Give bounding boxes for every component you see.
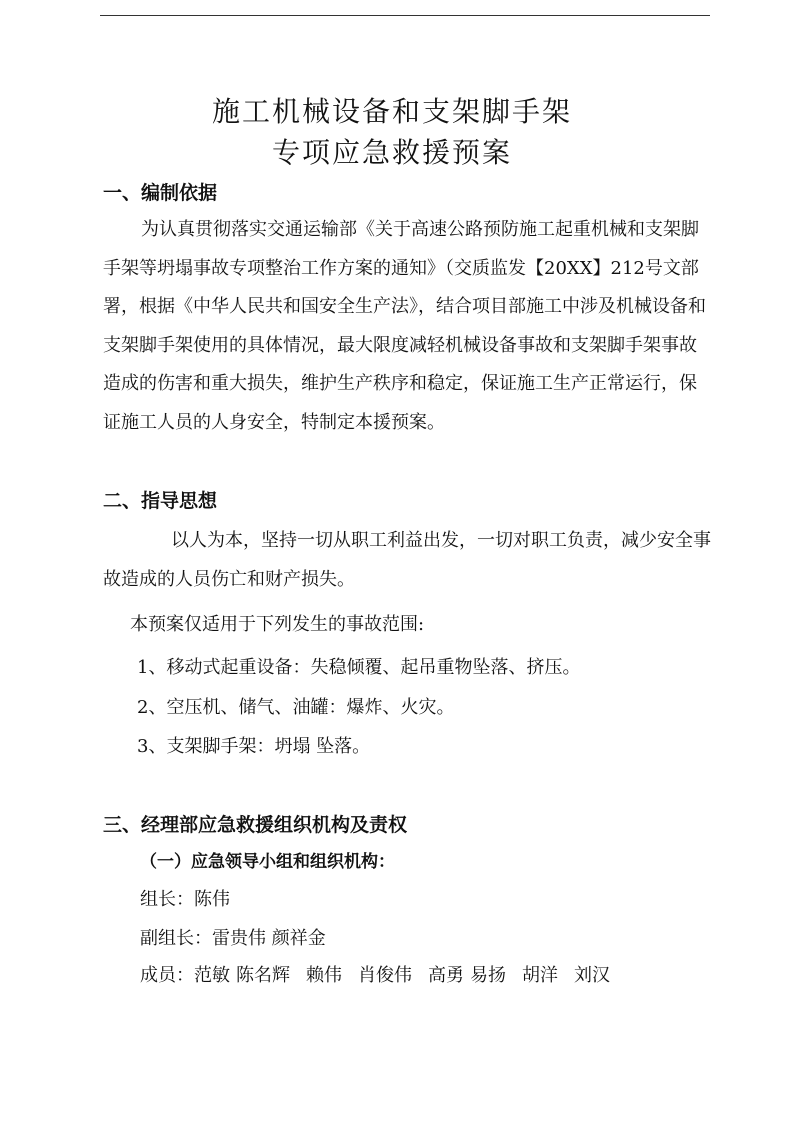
section-1-body-text: 为认真贯彻落实交通运输部《关于高速公路预防施工起重机械和支架脚手架等坍塌事故专项整治工作方案的通知》（交质监发【20XX】212号文部署，根据《中华人民共和国安全生产法》，结合项目部施工中涉及机械设备和支架脚手架使用的具体情况，最大限度减轻机械设备事故和支架脚手架事故造成的伤害和重大损失，维护生产秩序和稳定，保证施工生产正常运行，保证施工人员的人身安全，特制定本援预案。 — [103, 219, 706, 433]
member-name: 范敏 — [194, 965, 230, 986]
header-rule — [100, 15, 710, 16]
members-label: 成员： — [140, 965, 194, 986]
section-2-body — [103, 522, 713, 599]
deputy-leader: 副组长：雷贵伟 颜祥金 — [140, 928, 326, 949]
section-1-heading: 一、编制依据 — [103, 182, 218, 204]
member-name: 高勇 — [428, 965, 464, 986]
member-name: 易扬 — [470, 965, 506, 986]
member-list — [140, 963, 610, 989]
section-2-heading: 二、指导思想 — [103, 490, 218, 512]
scope-item-2: 2、空压机、储气、油罐：爆炸、火灾。 — [137, 697, 455, 718]
group-leader: 组长：陈伟 — [140, 889, 230, 910]
scope-intro: 本预案仅适用于下列发生的事故范围: — [130, 614, 425, 635]
scope-item-1: 1、移动式起重设备：失稳倾覆、起吊重物坠落、挤压。 — [137, 657, 581, 678]
scope-item-3: 3、支架脚手架：坍塌 坠落。 — [137, 736, 371, 757]
member-name: 刘汉 — [574, 965, 610, 986]
section-3-subheading: （一）应急领导小组和组织机构： — [140, 852, 395, 872]
member-name: 胡洋 — [522, 965, 558, 986]
document-title-line-1: 施工机械设备和支架脚手架 — [211, 95, 572, 128]
section-2-body-text: 以人为本，坚持一切从职工利益出发，一切对职工负责，减少安全事故造成的人员伤亡和财产损失。 — [103, 530, 711, 590]
member-name: 陈名辉 — [236, 965, 290, 986]
member-name: 赖伟 — [306, 965, 342, 986]
member-name: 肖俊伟 — [358, 965, 412, 986]
section-1-body — [103, 211, 713, 442]
section-3-heading: 三、经理部应急救援组织机构及责权 — [103, 814, 408, 836]
document-title-line-2: 专项应急救援预案 — [271, 136, 512, 169]
